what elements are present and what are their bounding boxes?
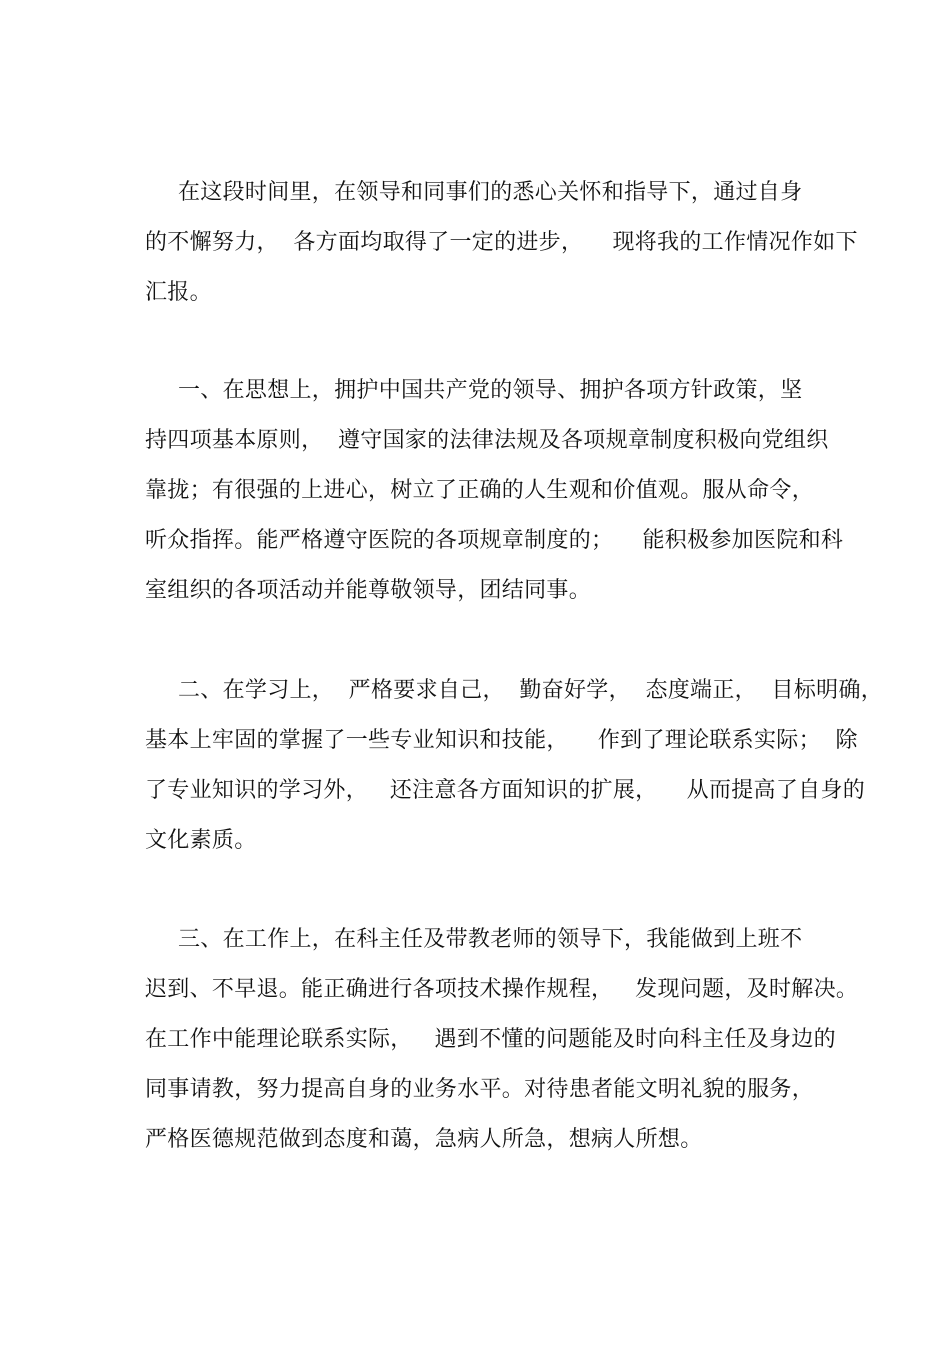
text-line: 室组织的各项活动并能尊敬领导，团结同事。 (145, 578, 592, 603)
text-line: 持四项基本原则， 遵守国家的法律法规及各项规章制度积极向党组织 (145, 428, 829, 453)
text-line: 基本上牢固的掌握了一些专业知识和技能， 作到了理论联系实际； 除 (145, 728, 858, 753)
text-line: 靠拢；有很强的上进心，树立了正确的人生观和价值观。服从命令， (145, 478, 815, 503)
paragraph-study (145, 666, 884, 866)
text-line: 了专业知识的学习外， 还注意各方面知识的扩展， 从而提高了自身的 (145, 778, 866, 803)
text-line: 迟到、不早退。能正确进行各项技术操作规程， 发现问题，及时解决。 (145, 977, 859, 1002)
paragraph-ideology (145, 366, 844, 616)
text-line: 在这段时间里，在领导和同事们的悉心关怀和指导下，通过自身 (178, 180, 803, 205)
text-line: 同事请教，努力提高自身的业务水平。对待患者能文明礼貌的服务， (145, 1077, 815, 1102)
text-line: 一、在思想上，拥护中国共产党的领导、拥护各项方针政策，坚 (178, 378, 803, 403)
text-line: 的不懈努力， 各方面均取得了一定的进步， 现将我的工作情况作如下 (145, 230, 858, 255)
paragraph-intro (145, 168, 858, 318)
text-line: 在工作中能理论联系实际， 遇到不懂的问题能及时向科主任及身边的 (145, 1027, 836, 1052)
text-line: 二、在学习上， 严格要求自己， 勤奋好学， 态度端正， 目标明确， (178, 678, 884, 703)
text-line: 三、在工作上，在科主任及带教老师的领导下，我能做到上班不 (178, 927, 803, 952)
text-line: 听众指挥。能严格遵守医院的各项规章制度的； 能积极参加医院和科 (145, 528, 844, 553)
paragraph-work (145, 915, 859, 1165)
text-line: 汇报。 (145, 280, 212, 305)
text-line: 严格医德规范做到态度和蔼，急病人所急，想病人所想。 (145, 1127, 703, 1152)
text-line: 文化素质。 (145, 828, 257, 853)
